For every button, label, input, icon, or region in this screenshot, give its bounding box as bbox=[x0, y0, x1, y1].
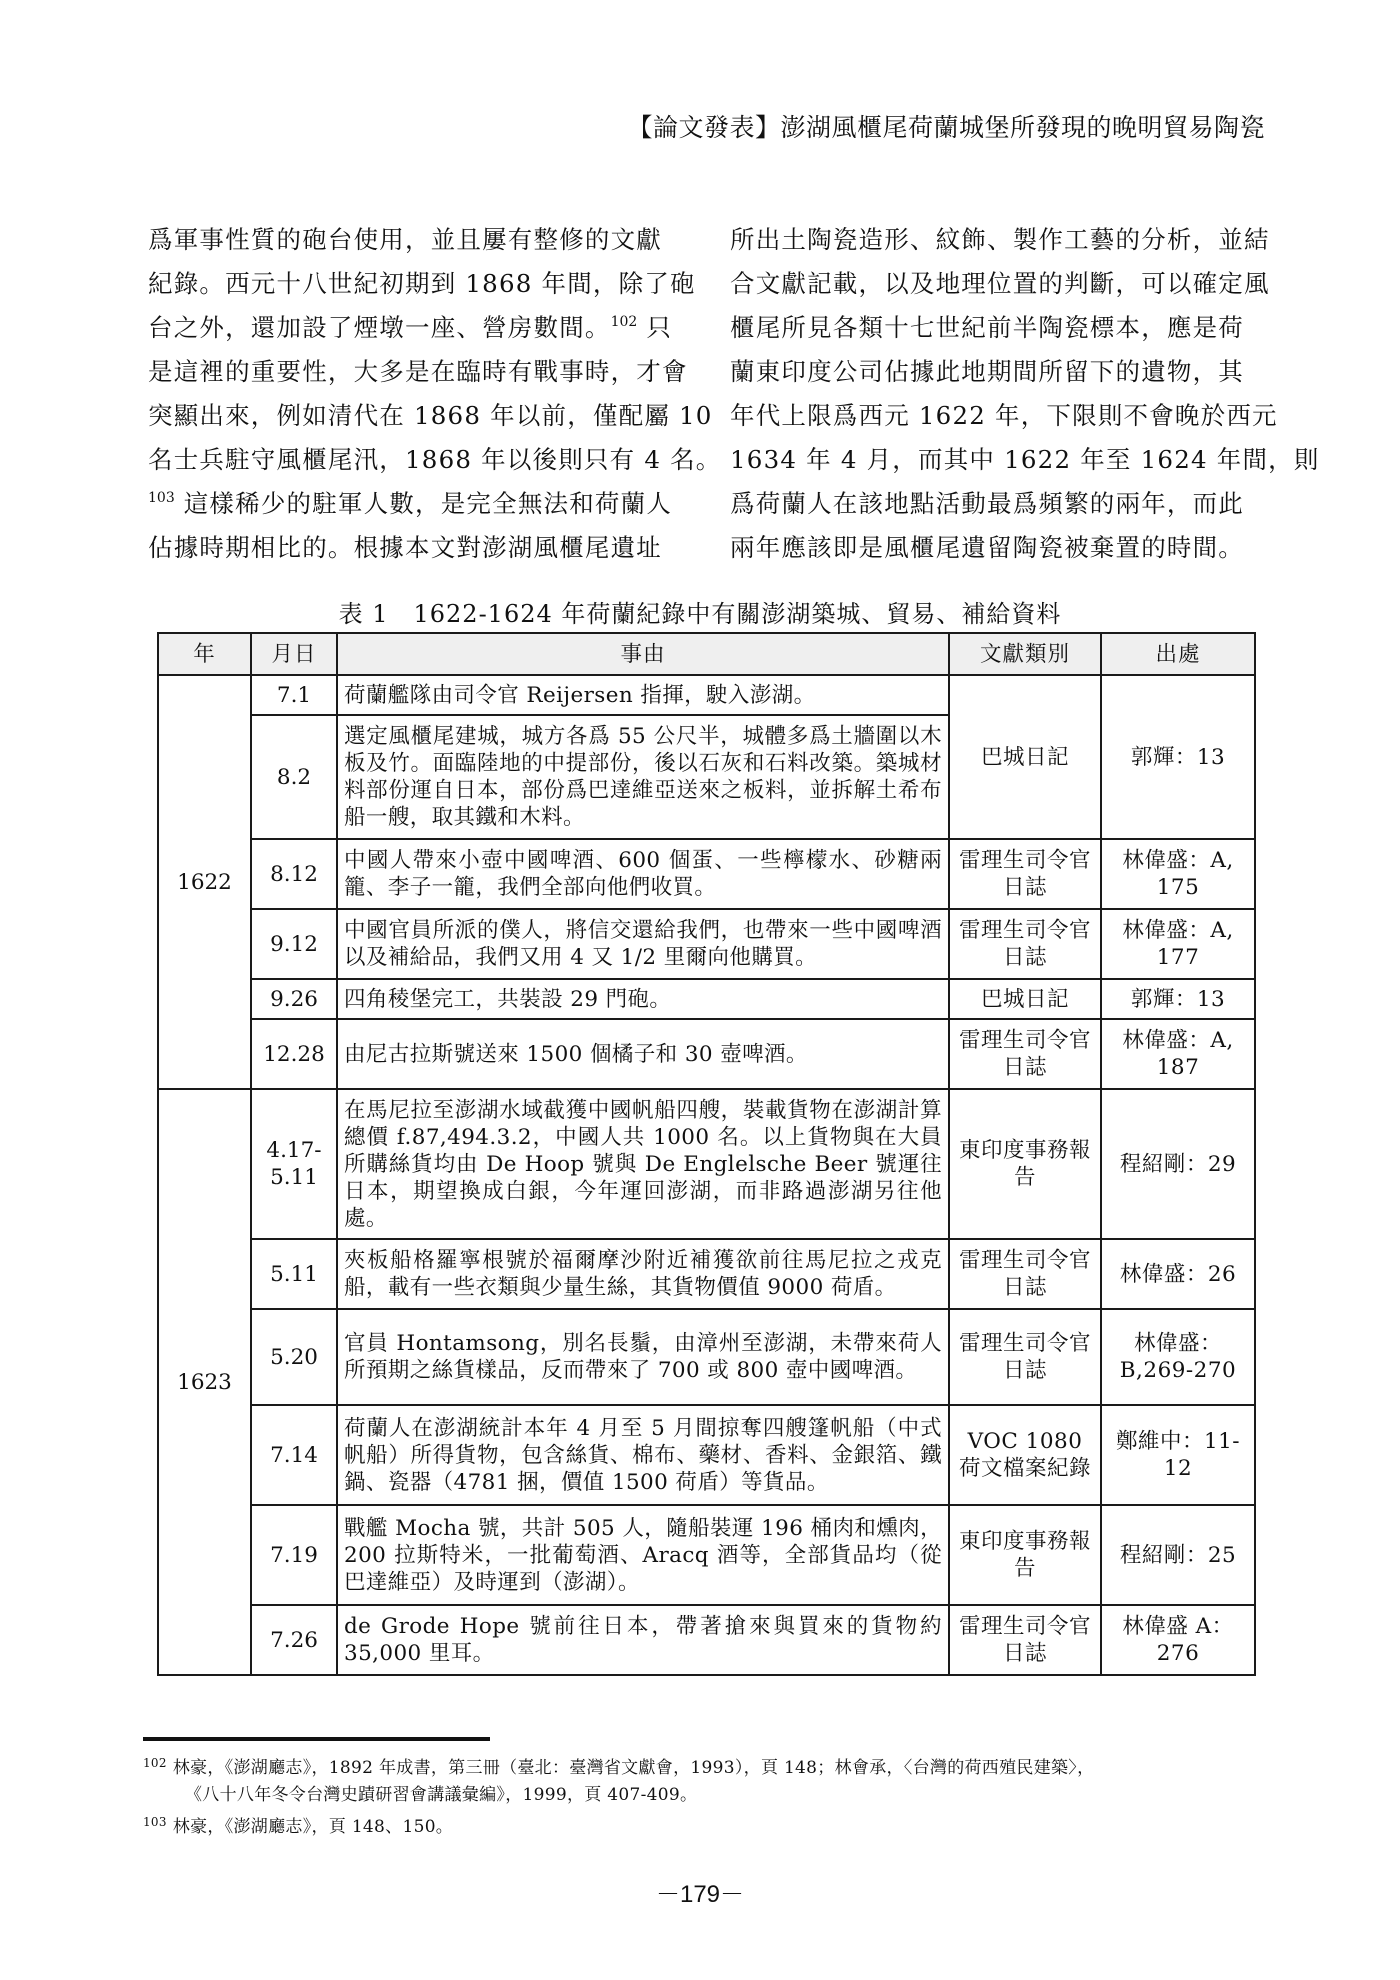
date-cell: 12.28 bbox=[251, 1019, 337, 1089]
footnote-102 bbox=[143, 1750, 1273, 1809]
body-line: 突顯出來，例如清代在 1868 年以前，僅配屬 10 bbox=[148, 401, 713, 430]
body-line: 名士兵駐守風櫃尾汛，1868 年以後則只有 4 名。 bbox=[148, 445, 722, 474]
table-row bbox=[158, 979, 1255, 1019]
table-row bbox=[158, 1309, 1255, 1405]
event-cell: 選定風櫃尾建城，城方各爲 55 公尺半，城體多爲土牆圍以木板及竹。面臨陸地的中提部份，後以石灰和石料改築。築城材料部份運自日本，部份爲巴達維亞送來之板料，並拆解土希布船一艘，取其鐵和木料。 bbox=[337, 715, 949, 839]
event-cell: 戰艦 Mocha 號，共計 505 人，隨船裝運 196 桶肉和燻肉，200 拉斯特米，一批葡萄酒、Aracq 酒等，全部貨品均（從巴達維亞）及時運到（澎湖）。 bbox=[337, 1505, 949, 1605]
table-row bbox=[158, 1239, 1255, 1309]
doc-type-cell: 巴城日記 bbox=[949, 979, 1101, 1019]
footnote-103 bbox=[143, 1809, 1273, 1841]
body-line: 佔據時期相比的。根據本文對澎湖風櫃尾遺址 bbox=[148, 533, 662, 562]
footnote-text: 林豪，《澎湖廳志》，頁 148、150。 bbox=[172, 1817, 454, 1837]
doc-type-cell bbox=[949, 839, 1101, 909]
date-cell: 7.1 bbox=[251, 675, 337, 715]
table-caption: 表 1 1622-1624 年荷蘭紀錄中有關澎湖築城、貿易、補給資料 bbox=[338, 600, 1062, 628]
source-cell: 林偉盛：B,269-270 bbox=[1101, 1309, 1255, 1405]
header-doc-type: 文獻類別 bbox=[949, 633, 1101, 675]
event-cell: 官員 Hontamsong，別名長鬚，由漳州至澎湖，未帶來荷人所預期之絲貨樣品，反而帶來了 700 或 800 壺中國啤酒。 bbox=[337, 1309, 949, 1405]
table-row bbox=[158, 839, 1255, 909]
doc-type-cell: VOC 1080 荷文檔案紀錄 bbox=[949, 1405, 1101, 1505]
table-row bbox=[158, 1505, 1255, 1605]
footnote-text-continued: 《八十八年冬令台灣史蹟研習會講議彙編》，1999，頁 407-409。 bbox=[185, 1785, 698, 1805]
doc-type-cell: 東印度事務報告 bbox=[949, 1089, 1101, 1239]
table-row bbox=[158, 1605, 1255, 1675]
footnote-ref-102[interactable]: 102 bbox=[610, 314, 638, 330]
event-cell: 四角稜堡完工，共裝設 29 門砲。 bbox=[337, 979, 949, 1019]
table-row bbox=[158, 1089, 1255, 1239]
event-cell: 荷蘭人在澎湖統計本年 4 月至 5 月間掠奪四艘篷帆船（中式帆船）所得貨物，包含絲貨、棉布、藥材、香料、金銀箔、鐵鍋、瓷器（4781 捆，價值 1500 荷盾）等貨品。 bbox=[337, 1405, 949, 1505]
source-cell: 林偉盛：A, 187 bbox=[1101, 1019, 1255, 1089]
body-line: 所出土陶瓷造形、紋飾、製作工藝的分析，並結 bbox=[730, 225, 1270, 254]
source-cell: 鄭維中：11-12 bbox=[1101, 1405, 1255, 1505]
doc-type-cell: 雷理生司令官日誌 bbox=[949, 1309, 1101, 1405]
source-cell: 林偉盛 A：276 bbox=[1101, 1605, 1255, 1675]
date-cell: 5.11 bbox=[251, 1239, 337, 1309]
date-cell: 4.17-5.11 bbox=[251, 1089, 337, 1239]
table-row bbox=[158, 1405, 1255, 1505]
body-line: 1634 年 4 月，而其中 1622 年至 1624 年間，則 bbox=[730, 445, 1320, 474]
date-cell: 8.12 bbox=[251, 839, 337, 909]
date-cell: 9.26 bbox=[251, 979, 337, 1019]
header-event: 事由 bbox=[337, 633, 949, 675]
body-line: 蘭東印度公司佔據此地期間所留下的遺物，其 bbox=[730, 357, 1244, 386]
doc-type-cell: 雷理生司令官日誌 bbox=[949, 1019, 1101, 1089]
event-cell: de Grode Hope 號前往日本，帶著搶來與買來的貨物約 35,000 里耳。 bbox=[337, 1605, 949, 1675]
body-line: 兩年應該即是風櫃尾遺留陶瓷被棄置的時間。 bbox=[730, 533, 1244, 562]
date-cell: 7.14 bbox=[251, 1405, 337, 1505]
body-line: 爲荷蘭人在該地點活動最爲頻繁的兩年，而此 bbox=[730, 489, 1244, 518]
footnote-number: 103 bbox=[143, 1815, 167, 1829]
page-number: －179－ bbox=[655, 1881, 745, 1908]
body-left-column bbox=[148, 218, 722, 570]
doc-type-cell: 雷理生司令官日誌 bbox=[949, 1239, 1101, 1309]
footnote-divider bbox=[143, 1737, 490, 1741]
event-cell: 夾板船格羅寧根號於福爾摩沙附近補獲欲前往馬尼拉之戎克船，載有一些衣類與少量生絲，其貨物價值 9000 荷盾。 bbox=[337, 1239, 949, 1309]
table-row bbox=[158, 1019, 1255, 1089]
date-cell: 7.26 bbox=[251, 1605, 337, 1675]
source-cell: 林偉盛：A, 175 bbox=[1101, 839, 1255, 909]
doc-type-cell: 巴城日記 bbox=[949, 675, 1101, 839]
year-cell: 1623 bbox=[158, 1089, 251, 1675]
source-cell: 郭輝：13 bbox=[1101, 979, 1255, 1019]
doc-type-cell: 雷理生司令官日誌 bbox=[949, 1605, 1101, 1675]
header-date: 月日 bbox=[251, 633, 337, 675]
footnote-ref-103[interactable]: 103 bbox=[148, 490, 175, 506]
doc-type-text: 雷理生司令官日誌 bbox=[958, 848, 1091, 900]
date-cell: 8.2 bbox=[251, 715, 337, 839]
body-line: $^{103}$ 這樣稀少的駐軍人數，是完全無法和荷蘭人 bbox=[148, 489, 673, 518]
body-line: 櫃尾所見各類十七世紀前半陶瓷標本，應是荷 bbox=[730, 313, 1244, 342]
source-cell: 程紹剛：25 bbox=[1101, 1505, 1255, 1605]
source-cell: 程紹剛：29 bbox=[1101, 1089, 1255, 1239]
footnote-text: 林豪，《澎湖廳志》，1892 年成書，第三冊（臺北：臺灣省文獻會，1993），頁 148；林會承，〈台灣的荷西殖民建築〉， bbox=[172, 1758, 1095, 1778]
event-cell: 中國官員所派的僕人，將信交還給我們，也帶來一些中國啤酒以及補給品，我們又用 4 又 1/2 里爾向他購買。 bbox=[337, 909, 949, 979]
body-line: 台之外，還加設了煙墩一座、營房數間。$^{102}$ 只 bbox=[148, 313, 673, 342]
table-header-row bbox=[158, 633, 1255, 675]
doc-type-cell: 東印度事務報告 bbox=[949, 1505, 1101, 1605]
header-year: 年 bbox=[158, 633, 251, 675]
records-table bbox=[157, 632, 1256, 1676]
source-cell: 郭輝：13 bbox=[1101, 675, 1255, 839]
body-right-column bbox=[730, 218, 1320, 570]
date-cell: 9.12 bbox=[251, 909, 337, 979]
event-cell: 中國人帶來小壺中國啤酒、600 個蛋、一些檸檬水、砂糖兩籠、李子一籠，我們全部向他們收買。 bbox=[337, 839, 949, 909]
year-cell: 1622 bbox=[158, 675, 251, 1089]
date-cell: 7.19 bbox=[251, 1505, 337, 1605]
date-cell: 5.20 bbox=[251, 1309, 337, 1405]
body-line: 紀錄。西元十八世紀初期到 1868 年間，除了砲 bbox=[148, 269, 696, 298]
footnote-number: 102 bbox=[143, 1756, 167, 1770]
source-cell: 林偉盛：26 bbox=[1101, 1239, 1255, 1309]
table-row bbox=[158, 909, 1255, 979]
header-source: 出處 bbox=[1101, 633, 1255, 675]
body-line: 年代上限爲西元 1622 年，下限則不會晚於西元 bbox=[730, 401, 1278, 430]
body-line: 爲軍事性質的砲台使用，並且屢有整修的文獻 bbox=[148, 225, 662, 254]
running-header: 【論文發表】澎湖風櫃尾荷蘭城堡所發現的晚明貿易陶瓷 bbox=[627, 113, 1265, 142]
body-line: 是這裡的重要性，大多是在臨時有戰事時，才會 bbox=[148, 357, 688, 386]
body-line: 合文獻記載，以及地理位置的判斷，可以確定風 bbox=[730, 269, 1270, 298]
event-cell: 在馬尼拉至澎湖水域截獲中國帆船四艘，裝載貨物在澎湖計算總價 f.87,494.3.2，中國人共 1000 名。以上貨物與在大員所購絲貨均由 De Hoop 號與 De Englelsche Beer 號運往日本，期望換成白銀，今年運回澎湖，而非路過澎湖另往他處。 bbox=[337, 1089, 949, 1239]
event-cell: 由尼古拉斯號送來 1500 個橘子和 30 壺啤酒。 bbox=[337, 1019, 949, 1089]
table-row bbox=[158, 675, 1255, 715]
event-cell: 荷蘭艦隊由司令官 Reijersen 指揮，駛入澎湖。 bbox=[337, 675, 949, 715]
footnotes bbox=[143, 1750, 1273, 1841]
source-cell: 林偉盛：A, 177 bbox=[1101, 909, 1255, 979]
doc-type-cell: 雷理生司令官日誌 bbox=[949, 909, 1101, 979]
